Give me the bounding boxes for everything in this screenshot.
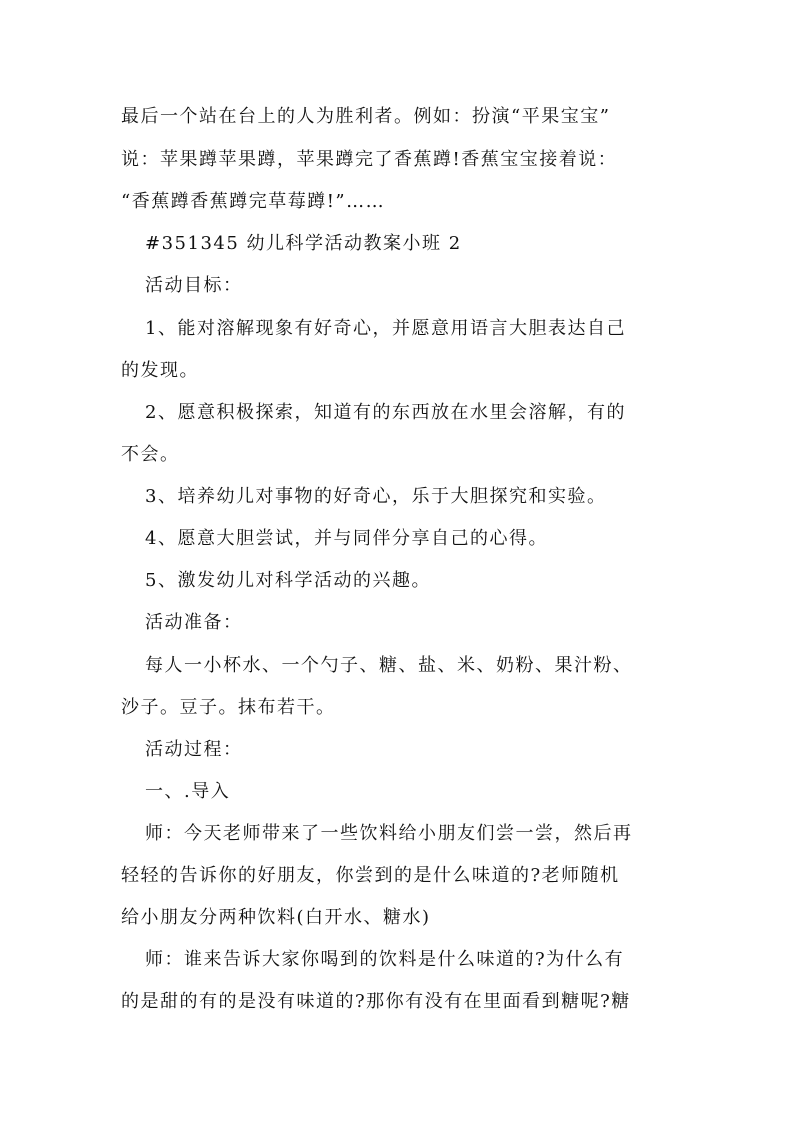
text-line: 说：苹果蹲苹果蹲，苹果蹲完了香蕉蹲!香蕉宝宝接着说： — [121, 149, 618, 170]
list-item: 4、愿意大胆尝试，并与同伴分享自己的心得。 — [145, 528, 548, 549]
text-line: 沙子。豆子。抹布若干。 — [121, 697, 336, 718]
list-item: 5、激发幼儿对科学活动的兴趣。 — [145, 570, 431, 591]
list-item: 3、培养幼儿对事物的好奇心，乐于大胆探究和实验。 — [145, 486, 607, 507]
text-line: “香蕉蹲香蕉蹲完草莓蹲!”…… — [121, 191, 386, 212]
text-line: 的是甜的有的是没有味道的?那你有没有在里面看到糖呢?糖 — [121, 991, 631, 1012]
section-heading: #351345 幼儿科学活动教案小班 2 — [145, 233, 462, 254]
subheading-process: 活动过程： — [145, 739, 243, 760]
list-item: 2、愿意积极探索，知道有的东西放在水里会溶解，有的 — [145, 402, 626, 423]
text-line: 给小朋友分两种饮料(白开水、糖水) — [121, 907, 431, 928]
subheading-intro: 一、.导入 — [145, 781, 231, 802]
text-line: 每人一小杯水、一个勺子、糖、盐、米、奶粉、果汁粉、 — [145, 655, 633, 676]
subheading-goals: 活动目标： — [145, 275, 243, 296]
text-line: 不会。 — [121, 444, 180, 465]
subheading-preparation: 活动准备： — [145, 612, 243, 633]
text-line: 的发现。 — [121, 360, 199, 381]
list-item: 1、能对溶解现象有好奇心，并愿意用语言大胆表达自己 — [145, 318, 626, 339]
text-line: 师：今天老师带来了一些饮料给小朋友们尝一尝，然后再 — [145, 823, 633, 844]
text-line: 轻轻的告诉你的好朋友，你尝到的是什么味道的?老师随机 — [121, 865, 620, 886]
text-line: 师：谁来告诉大家你喝到的饮料是什么味道的?为什么有 — [145, 949, 625, 970]
text-line: 最后一个站在台上的人为胜利者。例如：扮演“平果宝宝” — [121, 106, 611, 127]
